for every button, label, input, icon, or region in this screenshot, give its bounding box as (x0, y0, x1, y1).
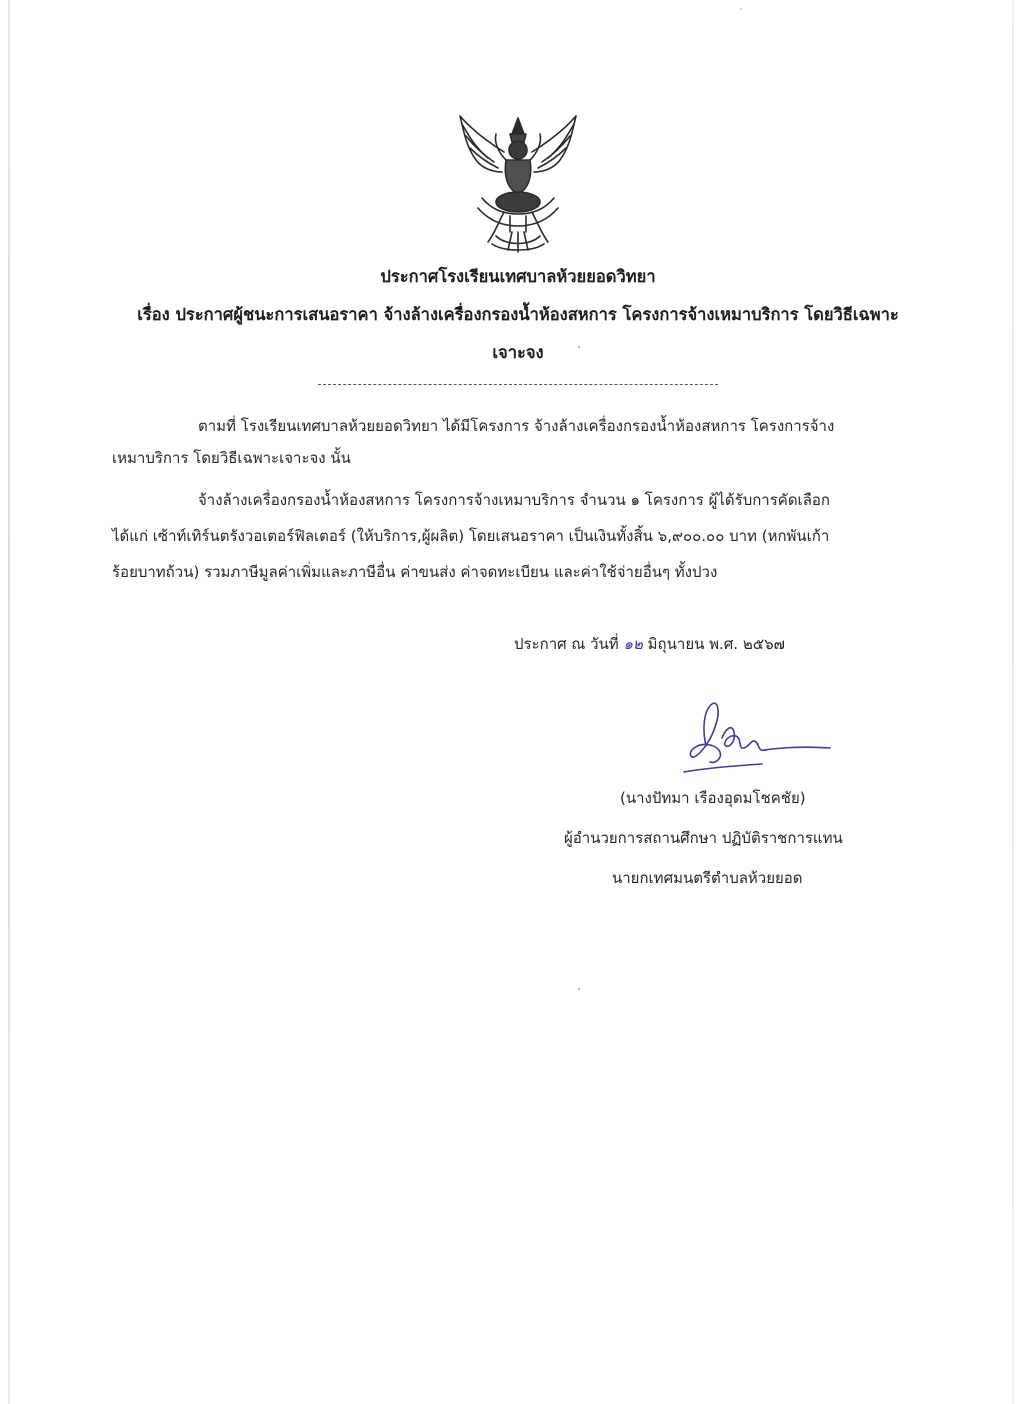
scan-speck (578, 346, 580, 348)
handwritten-signature (676, 698, 836, 780)
signatory-on-behalf-of: นายกเทศมนตรีตำบลห้วยยอด (612, 869, 803, 887)
date-prefix: ประกาศ ณ วันที่ (514, 635, 619, 653)
announcement-date (514, 632, 785, 656)
scan-left-edge (8, 0, 10, 1404)
date-day: ๑๒ (623, 635, 643, 653)
scan-right-edge (1012, 0, 1014, 1404)
signatory-position: ผู้อำนวยการสถานศึกษา ปฏิบัติราชการแทน (564, 829, 843, 847)
paragraph-1-line-1: ตามที่ โรงเรียนเทศบาลห้วยยอดวิทยา ได้มีโครงการ จ้างล้างเครื่องกรองน้ำห้องสหการ โครงการจ้าง (198, 417, 835, 435)
scan-speck (740, 8, 742, 10)
paragraph-2-line-3: ร้อยบาทถ้วน) รวมภาษีมูลค่าเพิ่มและภาษีอื่น ค่าขนส่ง ค่าจดทะเบียน และค่าใช้จ่ายอื่นๆ ทั้งปวง (112, 563, 718, 581)
scan-speck (578, 988, 580, 990)
paragraph-1-line-2: เหมาบริการ โดยวิธีเฉพาะเจาะจง นั้น (112, 449, 351, 467)
announcement-subject-continued: เจาะจง (492, 343, 544, 362)
signatory-name: (นางปัทมา เรืองอุดมโชคชัย) (620, 789, 806, 807)
announcement-subject: เรื่อง ประกาศผู้ชนะการเสนอราคา จ้างล้างเครื่องกรองน้ำห้องสหการ โครงการจ้างเหมาบริการ โดยวิธีเฉพาะ (137, 305, 899, 324)
announcement-title: ประกาศโรงเรียนเทศบาลห้วยยอดวิทยา (380, 267, 656, 286)
garuda-emblem-icon (452, 112, 584, 254)
heading-divider (318, 384, 718, 385)
date-month-year: มิถุนายน พ.ศ. ๒๕๖๗ (647, 635, 785, 653)
paragraph-2-line-2: ได้แก่ เซ้าท์เทิร์นตรังวอเตอร์ฟิลเตอร์ (ให้บริการ,ผู้ผลิต) โดยเสนอราคา เป็นเงินทั้งสิ้น ๖,๙๐๐.๐๐ บาท (หกพันเก้า (112, 527, 830, 545)
paragraph-2-line-1: จ้างล้างเครื่องกรองน้ำห้องสหการ โครงการจ้างเหมาบริการ จำนวน ๑ โครงการ ผู้ได้รับการคัดเลือก (198, 491, 830, 509)
